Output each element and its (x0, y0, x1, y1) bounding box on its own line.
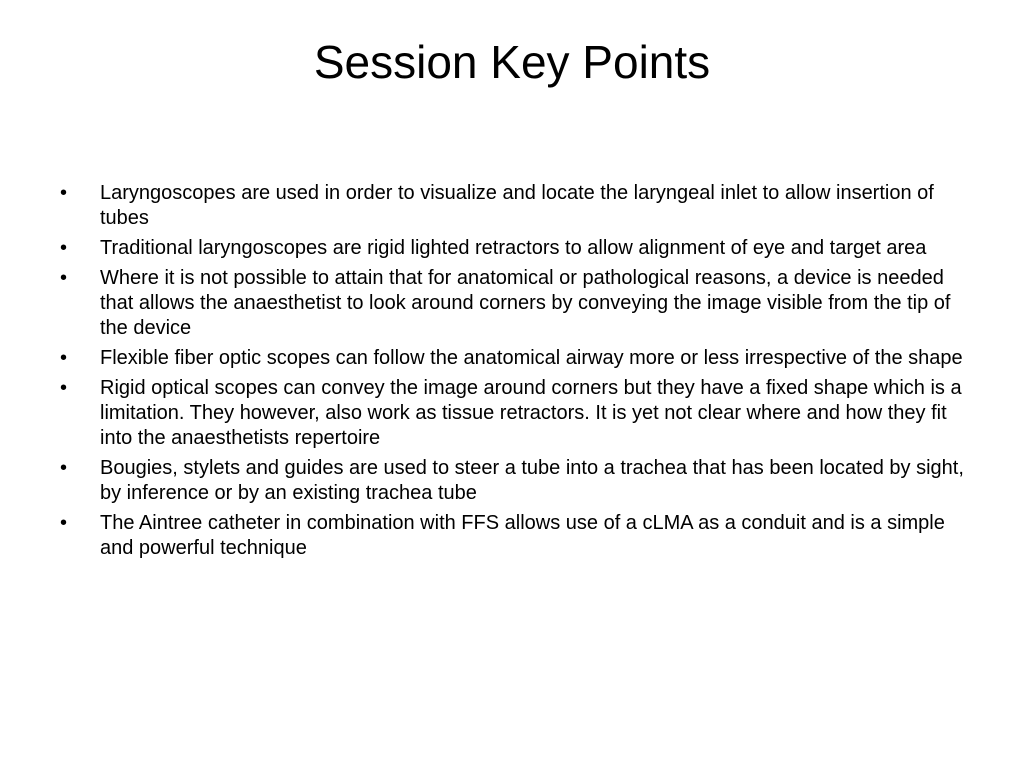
list-item (60, 511, 970, 561)
bullet-icon: • (60, 512, 68, 534)
bullet-icon: • (60, 347, 68, 369)
list-item (60, 236, 970, 261)
bullet-text: Bougies, stylets and guides are used to steer a tube into a trachea that has been located by sight, by inference or by an existing trachea tube (100, 457, 964, 504)
list-item (60, 456, 970, 506)
list-item (60, 376, 970, 451)
list-item (60, 346, 970, 371)
bullet-text: Rigid optical scopes can convey the image around corners but they have a fixed shape which is a limitation. They however, also work as tissue retractors. It is yet not clear where and how they fit into the anaesthetists repertoire (100, 377, 962, 449)
bullet-icon: • (60, 377, 68, 399)
bullet-text: Traditional laryngoscopes are rigid lighted retractors to allow alignment of eye and target area (100, 237, 927, 259)
bullet-text: Flexible fiber optic scopes can follow the anatomical airway more or less irrespective of the shape (100, 347, 963, 369)
key-points-list (60, 181, 970, 566)
bullet-icon: • (60, 457, 68, 479)
bullet-icon: • (60, 237, 68, 259)
slide-title: Session Key Points (313, 36, 711, 88)
list-item (60, 266, 970, 341)
bullet-icon: • (60, 267, 68, 289)
bullet-text: Where it is not possible to attain that for anatomical or pathological reasons, a device is needed that allows the anaesthetist to look around corners by conveying the image visible from the tip of the device (100, 267, 951, 339)
bullet-text: Laryngoscopes are used in order to visualize and locate the laryngeal inlet to allow insertion of tubes (100, 182, 934, 229)
list-item (60, 181, 970, 231)
bullet-text: The Aintree catheter in combination with FFS allows use of a cLMA as a conduit and is a simple and powerful technique (100, 512, 945, 559)
bullet-icon: • (60, 182, 68, 204)
